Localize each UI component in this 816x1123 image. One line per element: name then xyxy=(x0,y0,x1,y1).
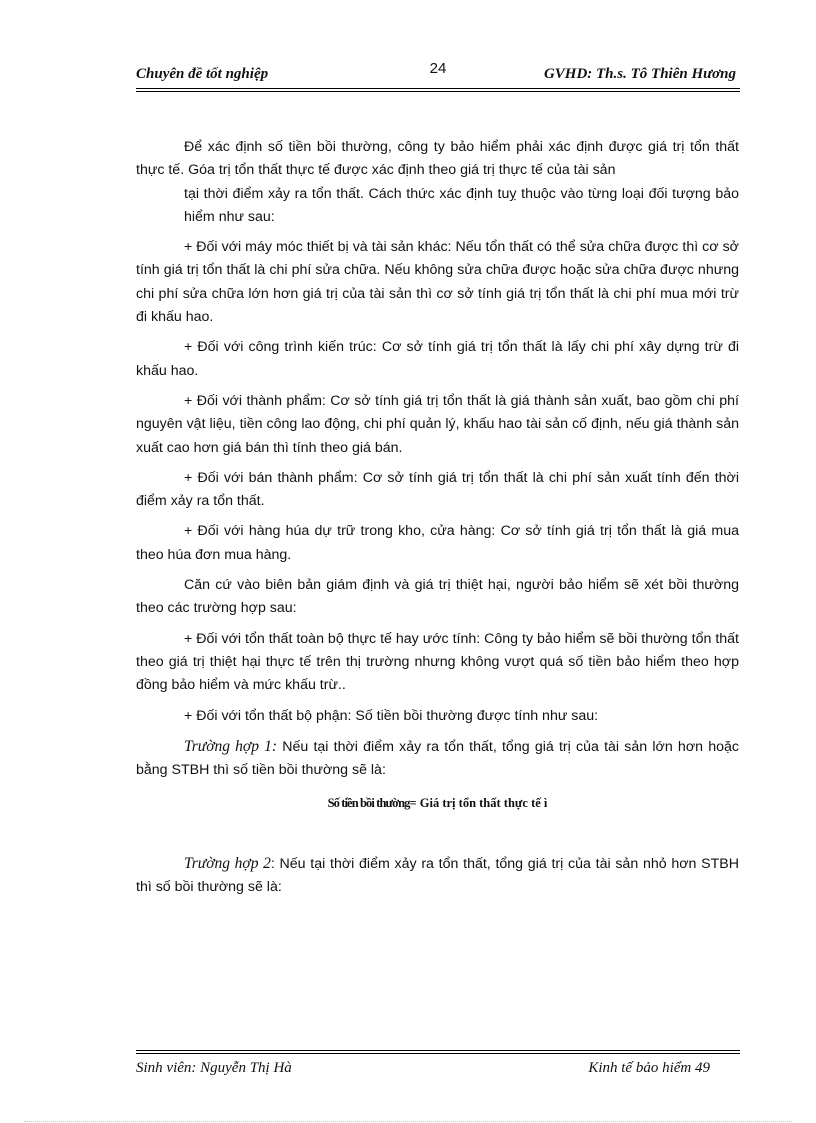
page-number: 24 xyxy=(429,60,447,77)
case-1-text: Nếu tại thời điểm xảy ra tổn thất, tổng giá trị của tài sản lớn hơn hoặc bằng STBH thì số tiền bồi thường sẽ là: xyxy=(136,738,739,779)
case-1-label: Trường hợp 1: xyxy=(184,737,277,755)
header-divider xyxy=(136,88,740,92)
case-2-paragraph xyxy=(136,852,739,900)
paragraph: tại thời điểm xảy ra tổn thất. Cách thức xác định tuỵ thuộc vào từng loại đối tượng bảo hiểm như sau: xyxy=(184,185,739,225)
formula-rhs: = Giá trị tổn thất thực tế ì xyxy=(409,796,548,811)
case-2-label: Trường hợp 2 xyxy=(184,854,271,872)
paragraph: + Đối với thành phẩm: Cơ sở tính giá trị tổn thất là giá thành sản xuất, bao gồm chi phí nguyên vật liệu, tiền công lao động, chi phí quản lý, khấu hao tài sản cố định, nếu giá thành sản xuất cao hơn giá bán thì tính theo giá bán. xyxy=(136,392,739,456)
case-2-text: : Nếu tại thời điểm xảy ra tổn thất, tổng giá trị của tài sản nhỏ hơn STBH thì số bồi thường sẽ là: xyxy=(136,855,739,896)
paragraph: Căn cứ vào biên bản giám định và giá trị thiệt hại, người bảo hiểm sẽ xét bồi thường theo các trường hợp sau: xyxy=(136,577,739,617)
body-text xyxy=(136,136,739,906)
page-edge xyxy=(24,1121,792,1122)
paragraph: Để xác định số tiền bồi thường, công ty bảo hiểm phải xác định được giá trị tổn thất thực tế. Góa trị tổn thất thực tế được xác định theo giá trị thực tế của tài sản xyxy=(136,139,739,179)
formula-lhs: Số tiền bồi thường xyxy=(327,796,410,811)
header-title: Chuyên đề tốt nghiệp xyxy=(136,66,269,82)
case-1-paragraph xyxy=(136,735,739,783)
paragraph: + Đối với hàng húa dự trữ trong kho, cửa hàng: Cơ sở tính giá trị tổn thất là giá mua theo húa đơn mua hàng. xyxy=(136,523,739,563)
formula xyxy=(136,792,739,815)
paragraph: + Đối với công trình kiến trúc: Cơ sở tính giá trị tổn thất là lấy chi phí xây dựng trừ đi khấu hao. xyxy=(136,339,739,379)
footer-course: Kinh tế bảo hiểm 49 xyxy=(588,1060,710,1076)
paragraph: + Đối với máy móc thiết bị và tài sản khác: Nếu tổn thất có thể sửa chữa được thì cơ sở tính giá trị tổn thất là chi phí sửa chữa. Nếu không sửa chữa được hoặc sửa chữa được nhưng chi phí sửa chữa lớn hơn giá trị của tài sản thì cơ sở tính giá trị tổn thất là chi phí mua mới trừ đi khấu hao. xyxy=(136,239,739,326)
header-supervisor: GVHD: Th.s. Tô Thiên Hương xyxy=(543,66,736,82)
paragraph: + Đối với tổn thất toàn bộ thực tế hay ước tính: Công ty bảo hiểm sẽ bồi thường tổn thất theo giá trị thiệt hại thực tế trên thị trường nhưng không vượt quá số tiền bảo hiểm theo hợp đồng bảo hiểm và mức khấu trừ.. xyxy=(136,630,739,694)
paragraph: + Đối với bán thành phẩm: Cơ sở tính giá trị tổn thất là chi phí sản xuất tính đến thời điểm xảy ra tổn thất. xyxy=(136,469,739,510)
footer-divider xyxy=(136,1050,740,1054)
paragraph: + Đối với tổn thất bộ phận: Số tiền bồi thường được tính như sau: xyxy=(184,707,599,724)
footer-student: Sinh viên: Nguyễn Thị Hà xyxy=(136,1060,292,1076)
